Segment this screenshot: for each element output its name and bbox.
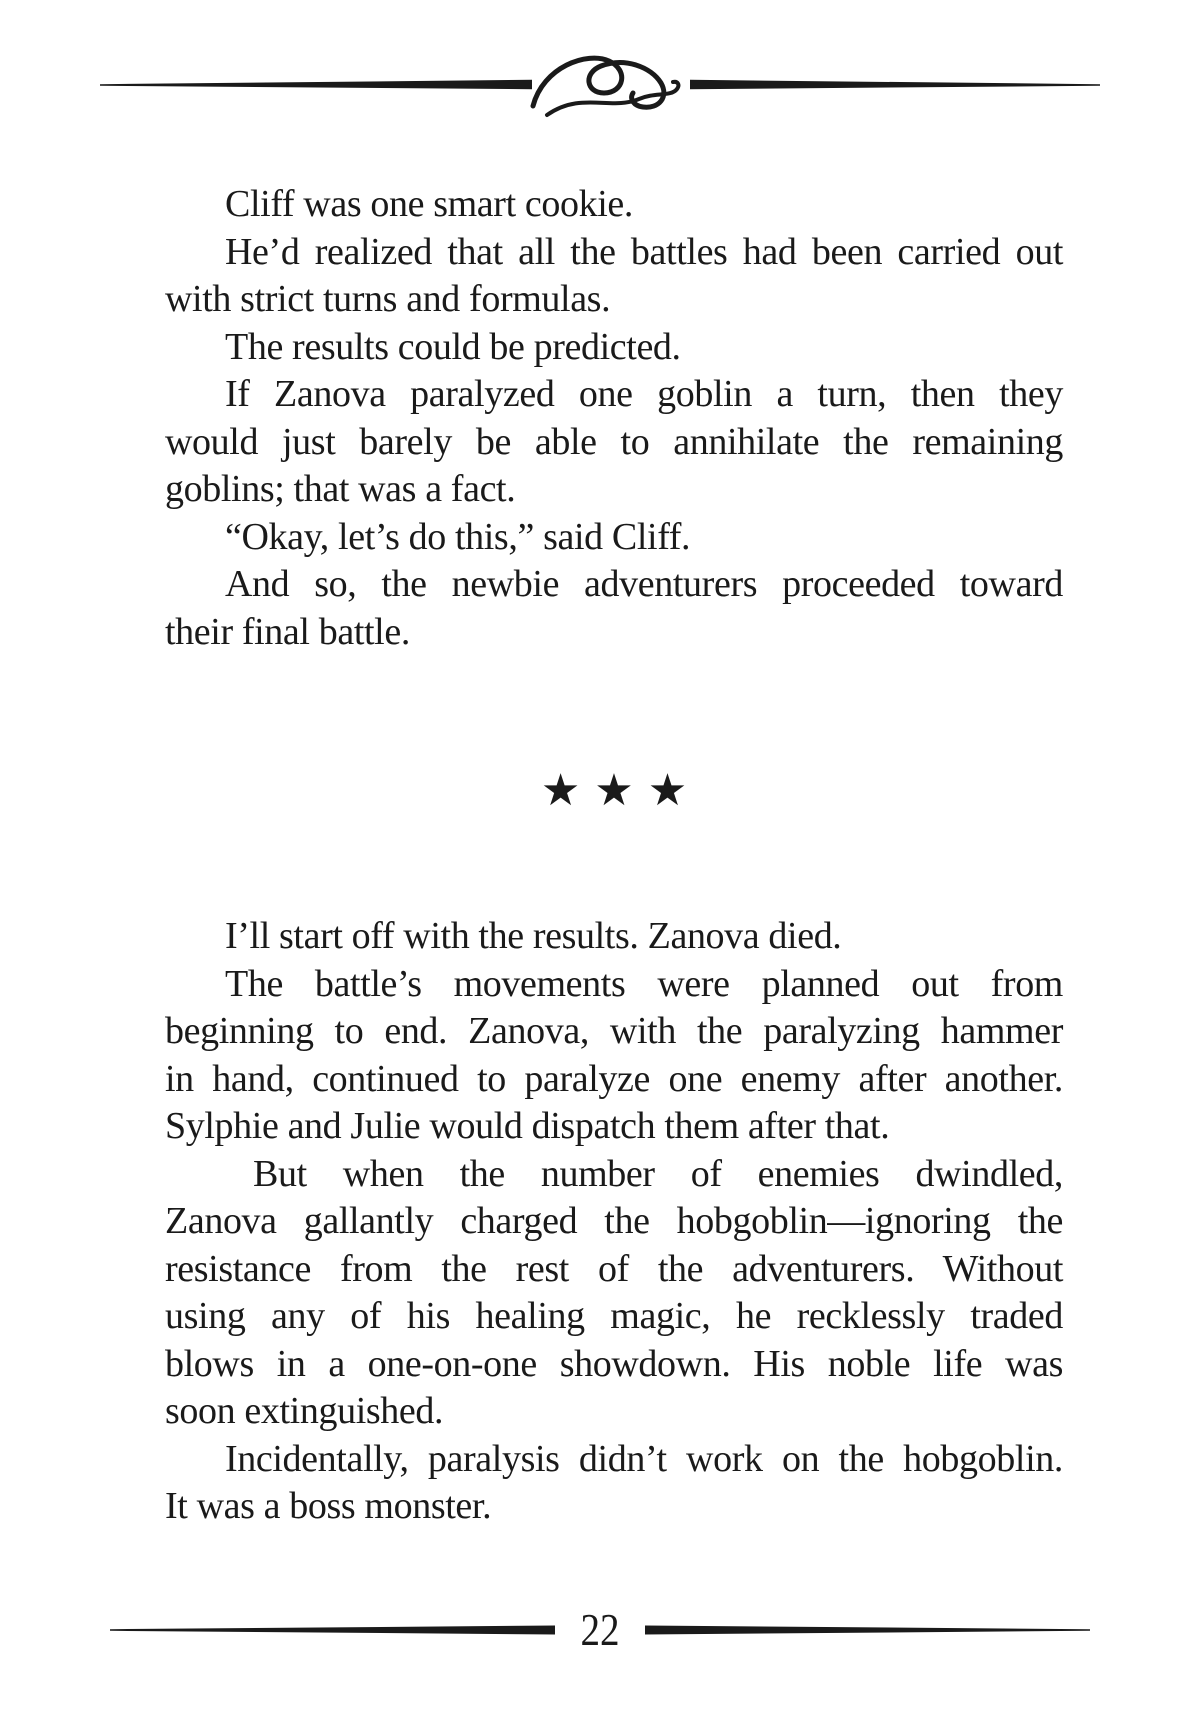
text-section-2	[165, 913, 1063, 1531]
paragraph	[165, 961, 1063, 1151]
flourish-rule-right	[690, 80, 1100, 89]
paragraph	[165, 514, 1063, 562]
text-section-1	[165, 181, 1063, 656]
text-line: with strict turns and formulas.	[165, 278, 611, 320]
text-line: resistance from the rest of the adventurers. Without	[165, 1247, 1063, 1290]
page-footer	[0, 1598, 1200, 1662]
footer-rule-right	[645, 1624, 1090, 1636]
text-line: Cliff was one smart cookie.	[225, 183, 634, 225]
text-line: If Zanova paralyzed one goblin a turn, then they	[225, 373, 1063, 415]
text-line: Incidentally, paralysis didn’t work on the hobgoblin.	[225, 1437, 1063, 1480]
text-line: using any of his healing magic, he recklessly traded	[165, 1295, 1063, 1337]
text-line: in hand, continued to paralyze one enemy after another.	[165, 1057, 1063, 1100]
text-line: Sylphie and Julie would dispatch them after that.	[165, 1105, 890, 1147]
text-line: Zanova gallantly charged the hobgoblin—ignoring the	[165, 1200, 1063, 1242]
paragraph	[165, 1436, 1063, 1531]
paragraph	[165, 324, 1063, 372]
text-line: I’ll start off with the results. Zanova died.	[225, 915, 842, 957]
paragraph	[165, 561, 1063, 656]
text-line: It was a boss monster.	[165, 1485, 492, 1527]
text-line: blows in a one-on-one showdown. His noble life was	[165, 1342, 1063, 1385]
flourish-rule-left	[100, 80, 532, 89]
text-line: The results could be predicted.	[225, 325, 681, 368]
text-line: But when the number of enemies dwindled,	[253, 1152, 1063, 1195]
page-number: 22	[580, 1604, 620, 1655]
paragraph	[165, 371, 1063, 514]
paragraph	[165, 913, 1063, 961]
footer-rule-left	[110, 1624, 555, 1636]
paragraph	[165, 181, 1063, 229]
text-line: soon extinguished.	[165, 1390, 444, 1432]
text-line: their final battle.	[165, 610, 410, 653]
text-line: goblins; that was a fact.	[165, 468, 516, 510]
flourish-swirl	[533, 58, 678, 115]
text-line: The battle’s movements were planned out from	[225, 962, 1063, 1005]
text-line: “Okay, let’s do this,” said Cliff.	[225, 515, 691, 558]
scene-break-stars: ★ ★ ★	[540, 765, 688, 816]
paragraph	[165, 1151, 1063, 1436]
text-line: would just barely be able to annihilate the remaining	[165, 420, 1063, 463]
header-flourish-ornament	[95, 49, 1105, 121]
text-line: He’d realized that all the battles had been carried out	[225, 230, 1063, 273]
text-line: beginning to end. Zanova, with the paralyzing hammer	[165, 1010, 1063, 1052]
paragraph	[165, 229, 1063, 324]
text-line: And so, the newbie adventurers proceeded toward	[225, 563, 1063, 605]
